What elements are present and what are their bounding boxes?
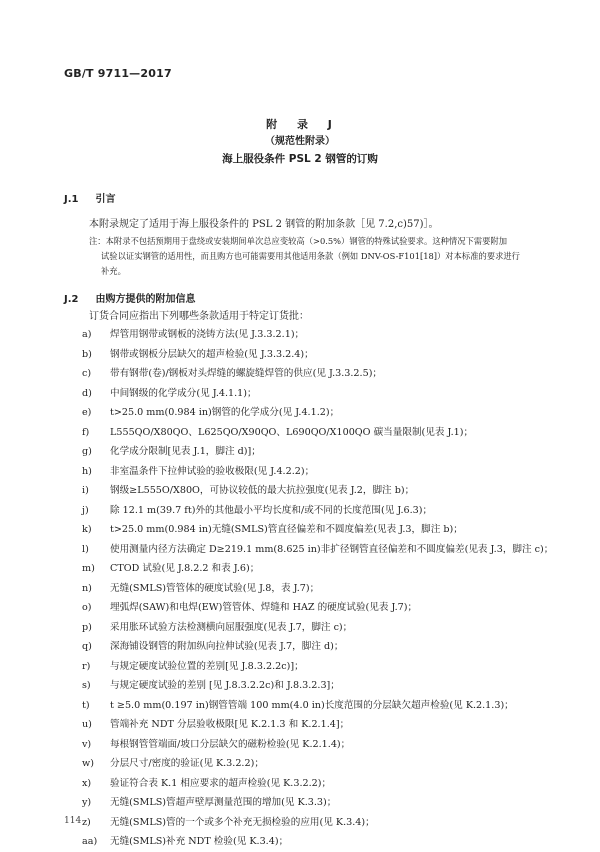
section-j2-title: 由购方提供的附加信息 [95,294,196,305]
item-label: v) [82,738,92,750]
note-line: 补充。 [101,266,126,276]
list-item [82,657,562,677]
item-label: o) [82,602,92,613]
item-text: 每根钢管管端面/坡口分层缺欠的磁粉检验(见 K.2.1.4)； [110,738,351,750]
item-text: 采用胀环试验方法检测横向屈服强度(见表 J.7，脚注 c)； [110,621,353,633]
item-label: b) [82,348,92,360]
item-text: 钢带或钢板分层缺欠的超声检验(见 J.3.3.2.4)； [110,348,314,360]
list-item [82,384,562,404]
item-label: k) [82,524,92,535]
item-text: 焊管用钢带或钢板的浇铸方法(见 J.3.3.2.1)； [110,329,305,340]
item-text: 非室温条件下拉伸试验的验收极限(见 J.4.2.2)； [110,465,315,477]
item-label: aa) [82,836,98,847]
list-item [82,501,562,521]
list-item [82,676,562,696]
item-label: f) [82,426,90,438]
item-label: y) [82,797,92,808]
list-item [82,735,562,755]
item-label: s) [82,680,91,691]
item-text: 管端补充 NDT 分层验收极限[见 K.2.1.3 和 K.2.1.4]； [110,719,350,730]
item-text: 无缝(SMLS)管超声壁厚测量范围的增加(见 K.3.3)； [110,797,337,808]
item-text: 化学成分限制[见表 J.1，脚注 d)]； [110,446,261,457]
item-label: c) [82,368,92,379]
item-label: a) [82,329,92,340]
section-j1-number: J.1 [64,194,79,205]
item-text: t>25.0 mm(0.984 in)无缝(SMLS)管直径偏差和不圆度偏差(见表 J.3，脚注 b)； [110,524,463,535]
item-text: 无缝(SMLS)管的一个或多个补充无损检验的应用(见 K.3.4)； [110,816,375,828]
item-text: 验证符合表 K.1 相应要求的超声检验(见 K.3.2.2)； [110,777,332,789]
item-text: 使用测量内径方法确定 D≥219.1 mm(8.625 in)非扩径钢管直径偏差和不圆度偏差(见表 J.3，脚注 c)； [110,543,554,555]
section-j1-paragraph: 本附录规定了适用于海上服役条件的 PSL 2 钢管的附加条款［见 7.2,c)57)］。 [89,219,439,230]
list-item [82,481,562,501]
list-item [82,774,562,794]
item-label: i) [82,485,89,496]
list-item [82,715,562,735]
item-text: 埋弧焊(SAW)和电焊(EW)管管体、焊缝和 HAZ 的硬度试验(见表 J.7)； [110,602,418,613]
item-label: z) [82,816,91,828]
list-item [82,520,562,540]
list-item [82,598,562,618]
item-label: p) [82,621,92,633]
item-label: e) [82,407,92,418]
item-text: 与规定硬度试验位置的差别[见 J.8.3.2.2c)]； [110,660,304,672]
item-label: u) [82,719,92,730]
list-item [82,423,562,443]
list-item [82,754,562,774]
item-label: q) [82,641,92,652]
item-text: 与规定硬度试验的差别 [见 J.8.3.2.2c)和 J.8.3.2.3]； [110,680,340,691]
list-item [82,579,562,599]
list-item [82,403,562,423]
list-item [82,540,562,560]
note-line: 注：本附录不包括预期用于盘绕或安装期间单次总应变较高（>0.5%）钢管的特殊试验要求。这种情况下需要附加 [89,236,507,246]
list-item [82,637,562,657]
item-text: 深海铺设钢管的附加纵向拉伸试验(见表 J.7，脚注 d)； [110,641,344,652]
standard-header: GB/T 9711—2017 [64,67,172,80]
section-j1-note [89,234,559,279]
item-label: d) [82,387,92,399]
item-text: 中间钢级的化学成分(见 J.4.1.1)； [110,387,257,399]
item-text: t ≥5.0 mm(0.197 in)钢管管端 100 mm(4.0 in)长度范围的分层缺欠超声检验(见 K.2.1.3)； [110,699,514,711]
item-label: h) [82,465,92,477]
item-text: 分层尺寸/密度的验证(见 K.3.2.2)； [110,758,264,769]
item-label: r) [82,660,91,672]
list-item [82,793,562,813]
item-label: n) [82,582,92,594]
item-text: 无缝(SMLS)补充 NDT 检验(见 K.3.4)； [110,836,289,847]
section-j1-heading [64,190,115,205]
item-text: t>25.0 mm(0.984 in)钢管的化学成分(见 J.4.1.2)； [110,407,340,418]
item-text: 除 12.1 m(39.7 ft)外的其他最小平均长度和/或不同的长度范围(见 J.6.3)； [110,504,433,516]
annex-title: 附 录 J [266,118,340,131]
item-text: 带有钢带(卷)/钢板对头焊缝的螺旋缝焊管的供应(见 J.3.3.2.5)； [110,368,383,379]
requirements-list [82,325,562,852]
list-item [82,364,562,384]
item-label: x) [82,777,92,789]
item-text: 钢级≥L555O/X80O，可协议较低的最大抗拉强度(见表 J.2，脚注 b)； [110,485,415,496]
item-label: l) [82,543,89,555]
list-item [82,832,562,852]
list-item [82,442,562,462]
note-line: 试验以证实钢管的适用性，而且购方也可能需要用其他适用条款（例如 DNV-OS-F101[18]）对本标准的要求进行 [101,251,520,261]
list-item [82,696,562,716]
annex-title-block [0,116,600,168]
item-label: j) [82,504,89,516]
item-text: L555QO/X80QO、L625QO/X90QO、L690QO/X100QO 碳当量限制(见表 J.1)； [110,426,474,438]
list-item [82,325,562,345]
item-text: 无缝(SMLS)管管体的硬度试验(见 J.8，表 J.7)； [110,582,320,594]
section-j2-heading [64,290,195,305]
item-text: CTOD 试验(见 J.8.2.2 和表 J.6)； [110,563,260,574]
item-label: g) [82,446,92,457]
item-label: m) [82,563,95,574]
annex-subtitle: 海上服役条件 PSL 2 钢管的订购 [222,153,378,165]
annex-normative-label: （规范性附录） [265,136,335,147]
list-item [82,813,562,833]
list-item [82,618,562,638]
list-item [82,559,562,579]
item-label: t) [82,699,90,711]
list-item [82,462,562,482]
section-j1-title: 引言 [95,194,116,205]
section-j2-intro: 订货合同应指出下列哪些条款适用于特定订货批： [89,311,309,322]
section-j2-number: J.2 [64,294,79,305]
item-label: w) [82,758,94,769]
list-item [82,345,562,365]
page-number: 114 [64,816,82,826]
